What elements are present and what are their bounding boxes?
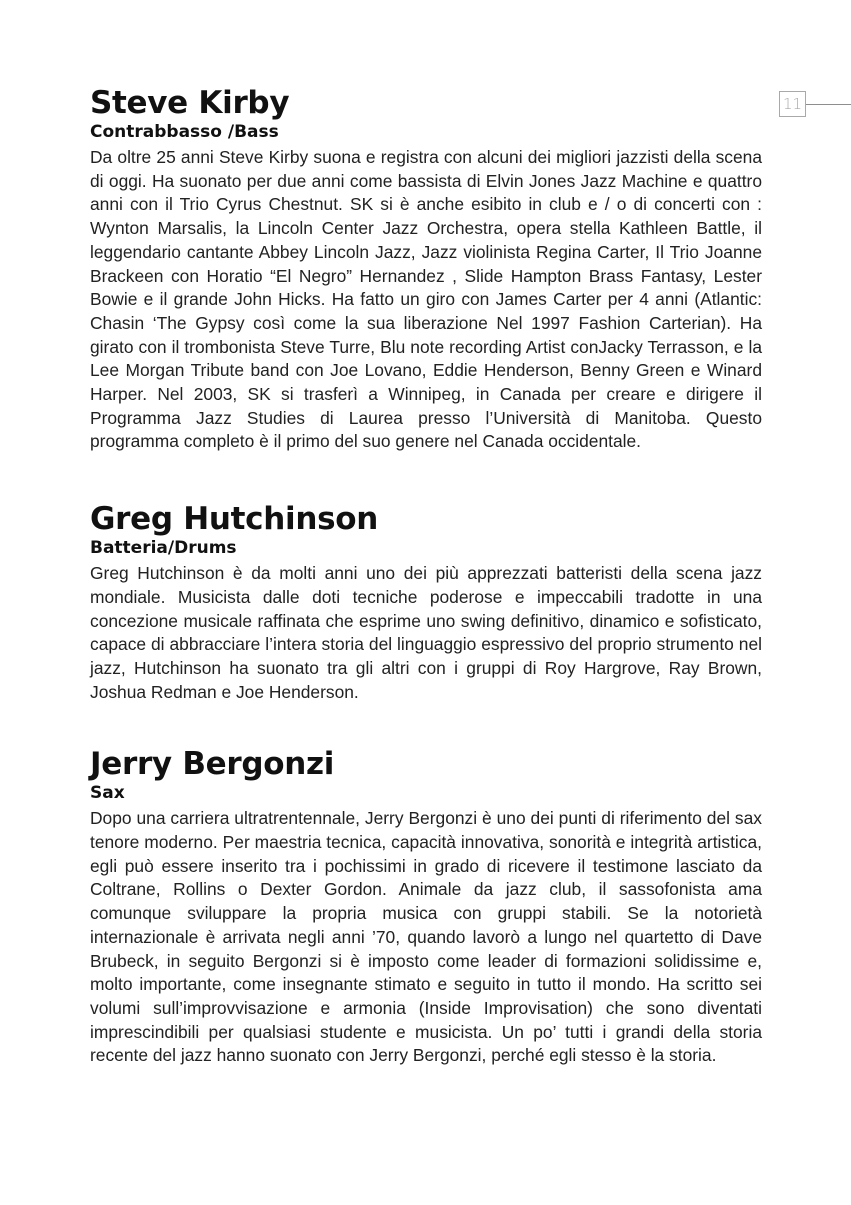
musician-name: Jerry Bergonzi [90,746,335,783]
bio-text: Da oltre 25 anni Steve Kirby suona e registra con alcuni dei migliori jazzisti della scena di oggi. Ha suonato per due anni come bassista di Elvin Jones Jazz Machine e quattro anni con il Trio Cyrus Chestnut. SK si è anche esibito in club e / o di concerti con : Wynton Marsalis, la Lincoln Center Jazz Orchestra, opera stella Kathleen Battle, il leggendario cantante Abbey Lincoln Jazz, Jazz violinista Regina Carter, Il Trio Joanne Brackeen con Horatio “El Negro” Hernandez , Slide Hampton Brass Fantasy, Lester Bowie e il grande John Hicks. Ha fatto un giro con James Carter per 4 anni (Atlantic: Chasin ‘The Gypsy così come la sua liberazione Nel 1997 Fashion Carterian). Ha girato con il trombonista Steve Turre, Blu note recording Artist conJacky Terrasson, e la Lee Morgan Tribute band con Joe Lovano, Eddie Henderson, Benny Green e Winard Harper. Nel 2003, SK si trasferì a Winnipeg, in Canada per creare e dirigere il Programma Jazz Studies di Laurea presso l’Università di Manitoba. Questo programma completo è il primo del suo genere nel Canada occidentale. [90,147,762,452]
bio-jerry-bergonzi [90,745,762,1068]
musician-role: Batteria/Drums [90,538,237,559]
bios-column [90,84,762,1068]
page-number: 11 [779,91,806,117]
musician-role: Contrabbasso /Bass [90,122,279,142]
page-number-rule [806,104,851,105]
musician-name: Steve Kirby [90,85,290,121]
musician-role: Sax [90,783,125,804]
musician-name: Greg Hutchinson [90,501,379,538]
bio-greg-hutchinson [90,500,762,704]
bio-text: Greg Hutchinson è da molti anni uno dei più apprezzati batteristi della scena jazz mondiale. Musicista dalle doti tecniche poderose e impeccabili tradotte in una concezione musicale raffinata che esprime uno swing definitivo, dinamico e sofisticato, capace di abbracciare l’intera storia del linguaggio espressivo del proprio strumento nel jazz, Hutchinson ha suonato tra gli altri con i gruppi di Roy Hargrove, Ray Brown, Joshua Redman e Joe Henderson. [90,563,762,702]
bio-text: Dopo una carriera ultratrentennale, Jerry Bergonzi è uno dei punti di riferimento del sax tenore moderno. Per maestria tecnica, capacità innovativa, sonorità e integrità artistica, egli può essere inserito tra i pochissimi in grado di ricevere il testimone lasciato da Coltrane, Rollins o Dexter Gordon. Animale da jazz club, il sassofonista ama comunque sviluppare la propria musica con gruppi stabili. Se la notorietà internazionale è arrivata negli anni ’70, quando lavorò a lungo nel quartetto di Dave Brubeck, in seguito Bergonzi si è imposto come leader di formazioni solidissime e, molto importante, come insegnante stimato e seguito in tutto il mondo. Ha scritto sei volumi sull’improvvisazione e armonia (Inside Improvisation) che sono diventati imprescindibili per qualsiasi studente e musicista. Un po’ tutti i grandi della storia recente del jazz hanno suonato con Jerry Bergonzi, perché egli stesso è la storia. [90,808,762,1066]
bio-steve-kirby [90,84,762,454]
